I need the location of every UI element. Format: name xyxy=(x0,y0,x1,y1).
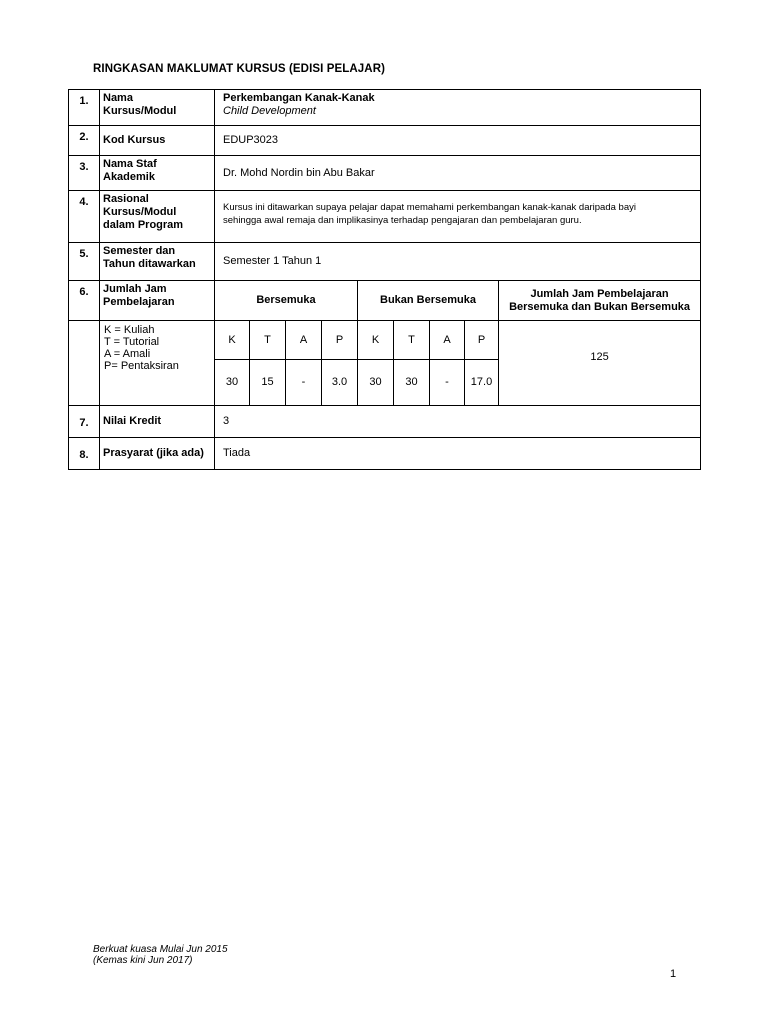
row-label: Prasyarat (jika ada) xyxy=(100,438,215,470)
label-line: Nama xyxy=(103,92,133,104)
footer-line: (Kemas kini Jun 2017) xyxy=(93,955,193,966)
footer-line: Berkuat kuasa Mulai Jun 2015 xyxy=(93,944,228,955)
label-line: Akademik xyxy=(103,171,155,183)
row-number: 2. xyxy=(69,126,100,156)
label-line: Pembelajaran xyxy=(103,296,175,308)
label-line: dalam Program xyxy=(103,219,184,231)
row-number: 4. xyxy=(69,191,100,243)
row-number: 1. xyxy=(69,90,100,126)
header-line: Jumlah Jam Pembelajaran xyxy=(530,287,669,300)
code-cell: T xyxy=(250,321,286,360)
hours-cell: 30 xyxy=(358,360,394,406)
total-hours-value: 125 xyxy=(499,321,701,406)
row-number: 8. xyxy=(69,438,100,470)
code-cell: T xyxy=(394,321,430,360)
row-rationale xyxy=(69,191,701,243)
row-course-name xyxy=(69,90,701,126)
page-number: 1 xyxy=(670,968,677,980)
code-cell: P xyxy=(465,321,499,360)
course-name-malay: Perkembangan Kanak-Kanak xyxy=(223,92,375,104)
credit-value: 3 xyxy=(215,406,701,438)
header-bukan-bersemuka: Bukan Bersemuka xyxy=(358,281,499,321)
row-label: Kod Kursus xyxy=(100,126,215,156)
academic-staff-value: Dr. Mohd Nordin bin Abu Bakar xyxy=(215,156,701,191)
row-prerequisite xyxy=(69,438,701,470)
label-line: Semester dan xyxy=(103,245,176,257)
rationale-value xyxy=(215,191,701,243)
label-line: Rasional xyxy=(103,193,149,205)
row-label xyxy=(100,156,215,191)
row-label xyxy=(100,243,215,281)
code-cell: K xyxy=(215,321,250,360)
row-academic-staff xyxy=(69,156,701,191)
row-learning-hours-codes xyxy=(69,321,701,360)
label-line: Kursus/Modul xyxy=(103,105,177,117)
rationale-line: sehingga awal remaja dan implikasinya terhadap pengajaran dan pembelajaran guru. xyxy=(223,215,582,226)
hours-cell: 3.0 xyxy=(322,360,358,406)
code-cell: A xyxy=(430,321,465,360)
code-cell: K xyxy=(358,321,394,360)
legend-item: P= Pentaksiran xyxy=(104,360,179,372)
header-total-hours xyxy=(499,281,701,321)
row-number: 5. xyxy=(69,243,100,281)
label-line: Tahun ditawarkan xyxy=(103,258,196,270)
label-line: Kursus/Modul xyxy=(103,206,177,218)
header-line: Bersemuka dan Bukan Bersemuka xyxy=(509,300,691,313)
row-semester xyxy=(69,243,701,281)
row-label xyxy=(100,90,215,126)
row-label xyxy=(100,281,215,321)
row-course-code xyxy=(69,126,701,156)
legend-item: T = Tutorial xyxy=(104,336,160,348)
rationale-line: Kursus ini ditawarkan supaya pelajar dapat memahami perkembangan kanak-kanak daripada bayi xyxy=(223,202,636,213)
legend-item: A = Amali xyxy=(104,348,151,360)
row-label: Nilai Kredit xyxy=(100,406,215,438)
hours-cell: 17.0 xyxy=(465,360,499,406)
hours-cell: 30 xyxy=(394,360,430,406)
footer-note xyxy=(93,944,228,966)
hours-cell: 30 xyxy=(215,360,250,406)
header-bersemuka: Bersemuka xyxy=(215,281,358,321)
hours-cell: 15 xyxy=(250,360,286,406)
hours-cell: - xyxy=(430,360,465,406)
course-info-table xyxy=(68,89,701,470)
code-legend xyxy=(100,321,215,406)
code-cell: A xyxy=(286,321,322,360)
row-label xyxy=(100,191,215,243)
course-name-value xyxy=(215,90,701,126)
legend-item: K = Kuliah xyxy=(104,324,155,336)
document-title: RINGKASAN MAKLUMAT KURSUS (EDISI PELAJAR) xyxy=(93,63,386,75)
row-credit xyxy=(69,406,701,438)
row-learning-hours-header xyxy=(69,281,701,321)
course-name-english: Child Development xyxy=(223,105,316,117)
code-cell: P xyxy=(322,321,358,360)
label-line: Nama Staf xyxy=(103,158,157,170)
course-code-value: EDUP3023 xyxy=(215,126,701,156)
empty-cell xyxy=(69,321,100,406)
row-number: 3. xyxy=(69,156,100,191)
label-line: Jumlah Jam xyxy=(103,283,167,295)
row-number: 6. xyxy=(69,281,100,321)
hours-cell: - xyxy=(286,360,322,406)
prerequisite-value: Tiada xyxy=(215,438,701,470)
row-number: 7. xyxy=(69,406,100,438)
semester-value: Semester 1 Tahun 1 xyxy=(215,243,701,281)
